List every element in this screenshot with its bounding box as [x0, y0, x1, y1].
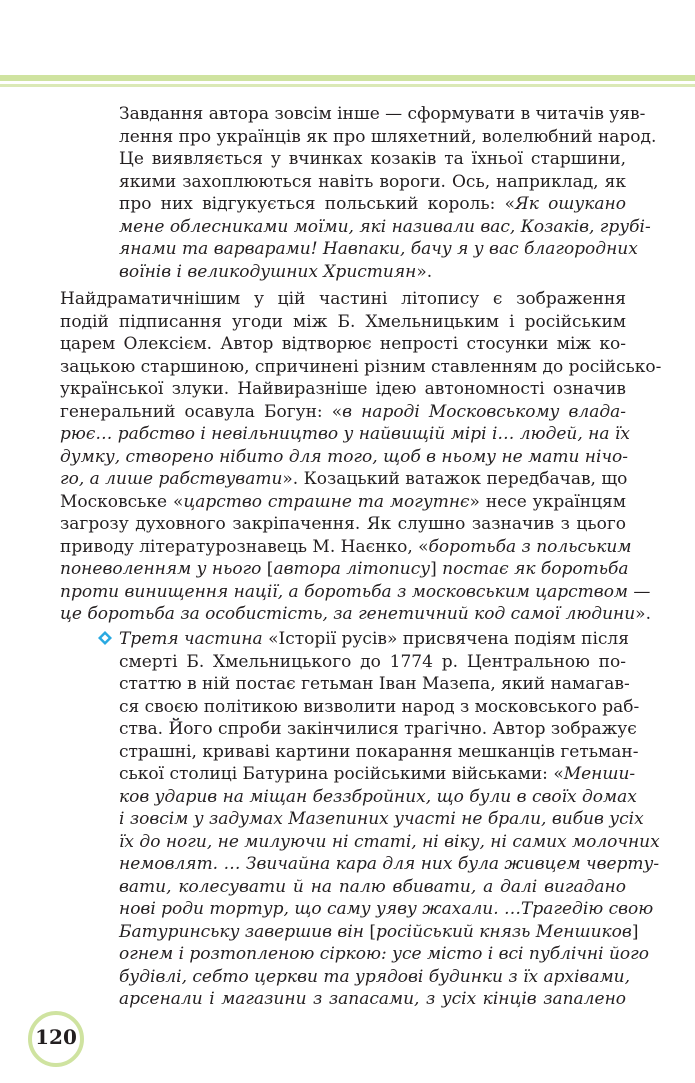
text-segment: смерті Б. Хмельницького до 1774 р. Центральною по- — [119, 651, 626, 672]
italic-segment: будівлі, себто церкви та урядові будинки з їх архівами, — [119, 966, 631, 987]
text-line — [119, 921, 639, 944]
italic-segment: Менши- — [563, 764, 636, 784]
text-line — [119, 261, 626, 284]
text-line — [60, 356, 662, 379]
text-line — [119, 786, 637, 809]
diamond-bullet-icon — [98, 631, 112, 645]
text-segment: царем Олексієм. Автор відтворює непрості стосунки між ко- — [60, 334, 626, 354]
text-line — [119, 216, 651, 239]
text-line — [60, 446, 626, 469]
italic-segment: арсенали і магазини з запасами, з усіх кінців запалено — [119, 989, 626, 1009]
text-line — [60, 468, 626, 491]
text-segment: ». — [416, 261, 433, 282]
text-line — [119, 148, 626, 171]
italic-segment: Третя частина — [119, 629, 263, 649]
text-line — [119, 673, 630, 696]
text-line — [60, 536, 632, 559]
text-segment: » несе українцям — [469, 491, 626, 512]
text-segment: подій підписання угоди між Б. Хмельницьким і російським — [60, 311, 626, 332]
text-line — [119, 876, 626, 899]
text-segment: [ — [266, 559, 274, 579]
header-accent-line — [0, 84, 695, 87]
page-number-badge — [28, 1011, 84, 1067]
italic-segment: огнем і розтопленою сіркою: усе місто і всі публічні його — [119, 944, 649, 964]
italic-segment: рює… рабство і невільництво у найвищій мірі і… людей, на їх — [60, 424, 630, 444]
text-segment: ». — [635, 604, 651, 624]
paragraph-2 — [60, 288, 662, 626]
text-segment: страшні, криваві картини покарання мешканців гетьман- — [119, 741, 639, 762]
paragraph-1 — [119, 103, 657, 283]
text-line — [119, 193, 626, 216]
text-line — [119, 853, 660, 876]
text-line — [60, 558, 629, 581]
italic-segment: Батуринську завершив він — [119, 921, 370, 942]
text-segment: якими захоплюються навіть вороги. Ось, наприклад, як — [119, 171, 626, 192]
italic-segment: нові роди тортур, що саму уяву жахали. …Трагедію свою — [119, 899, 654, 919]
text-segment: генеральний осавула Богун: « — [60, 401, 343, 422]
page-number: 120 — [35, 1025, 77, 1049]
text-line — [60, 491, 626, 514]
header-accent-band — [0, 75, 695, 81]
text-segment: [ — [369, 921, 377, 942]
text-line — [60, 513, 626, 536]
italic-segment: автора літопису — [273, 559, 431, 579]
text-line — [60, 581, 651, 604]
text-line — [119, 103, 646, 126]
italic-segment: російський князь Меншиков — [376, 921, 632, 942]
text-segment: статтю в ній постає гетьман Іван Мазепа, який намагав- — [119, 674, 630, 694]
text-line — [119, 898, 654, 921]
text-line — [60, 423, 630, 446]
text-segment: ся своєю політикою визволити народ з московського раб- — [119, 696, 640, 717]
text-line — [119, 171, 626, 194]
text-segment: ] — [430, 559, 437, 579]
text-line — [119, 988, 626, 1011]
italic-segment: їх до ноги, не милуючи ні статі, ні віку, ні самих молочних — [119, 831, 660, 852]
text-line — [119, 741, 639, 764]
text-segment: ства. Його спроби закінчилися трагічно. Автор зображує — [119, 719, 637, 739]
text-segment: лення про українців як про шляхетний, волелюбний народ. — [119, 126, 657, 147]
text-segment: Московське « — [60, 491, 184, 512]
text-segment: ] — [631, 921, 639, 942]
text-segment: ської столиці Батурина російськими військами: « — [119, 764, 564, 784]
text-segment: української злуки. Найвиразніше ідею автономності означив — [60, 379, 626, 399]
paragraph-3 — [119, 628, 660, 1011]
text-segment: зацькою старшиною, спричинені різним ставленням до російсько- — [60, 356, 662, 377]
text-line — [60, 288, 626, 311]
italic-segment: боротьба з польським — [428, 536, 632, 557]
italic-segment: це боротьба за особистість, за генетичний код самої людини — [60, 604, 636, 624]
text-segment: Це виявляється у вчинках козаків та їхньої старшини, — [119, 149, 626, 169]
italic-segment: поневоленням у нього — [60, 559, 267, 579]
text-segment: Найдраматичнішим у цій частині літопису є зображення — [60, 289, 626, 309]
italic-segment: Як ошукано — [514, 194, 626, 214]
text-segment: про них відгукується польський король: « — [119, 194, 515, 214]
italic-segment: вати, колесувати й на палю вбивати, а далі вигадано — [119, 876, 626, 897]
text-segment: «Історії русів» присвячена подіям після — [262, 629, 629, 649]
text-line — [60, 333, 626, 356]
text-line — [60, 378, 626, 401]
text-line — [60, 603, 651, 626]
text-line — [119, 718, 637, 741]
italic-segment: проти винищення нації, а боротьба з московським царством — — [60, 581, 651, 602]
text-segment: приводу літературознавець М. Наєнко, « — [60, 536, 429, 557]
text-segment: Завдання автора зовсім інше — сформувати в читачів уяв- — [119, 104, 646, 124]
italic-segment: і зовсім у задумах Мазепиних участі не брали, вибив усіх — [119, 809, 644, 829]
text-segment: загрозу духовного закріпачення. Як слушно зазначив з цього — [60, 514, 626, 534]
text-line — [119, 628, 629, 651]
text-line — [119, 238, 638, 261]
text-line — [60, 311, 626, 334]
italic-segment: царство страшне та могутнє — [183, 491, 470, 512]
italic-segment: в народі Московському влада- — [342, 401, 626, 422]
italic-segment: немовлят. … Звичайна кара для них була живцем чверту- — [119, 854, 660, 874]
italic-segment: постає як боротьба — [436, 559, 629, 579]
text-line — [119, 943, 649, 966]
italic-segment: ков ударив на міщан беззбройних, що були в своїх домах — [119, 786, 637, 807]
italic-segment: янами та варварами! Навпаки, бачу я у вас благородних — [119, 239, 638, 259]
text-line — [119, 808, 644, 831]
italic-segment: думку, створено нібито для того, щоб в ньому не мати нічо- — [60, 446, 628, 467]
text-line — [119, 763, 636, 786]
text-line — [60, 401, 626, 424]
italic-segment: го, а лише рабствувати — [60, 469, 283, 489]
text-line — [119, 966, 631, 989]
text-segment: ». Козацький ватажок передбачав, що — [282, 469, 628, 489]
text-line — [119, 831, 660, 854]
italic-segment: мене облесниками моїми, які називали вас, Козаків, грубі- — [119, 216, 651, 237]
text-line — [119, 126, 657, 149]
text-line — [119, 696, 640, 719]
italic-segment: воїнів і великодушних Християн — [119, 261, 417, 282]
text-line — [119, 651, 626, 674]
